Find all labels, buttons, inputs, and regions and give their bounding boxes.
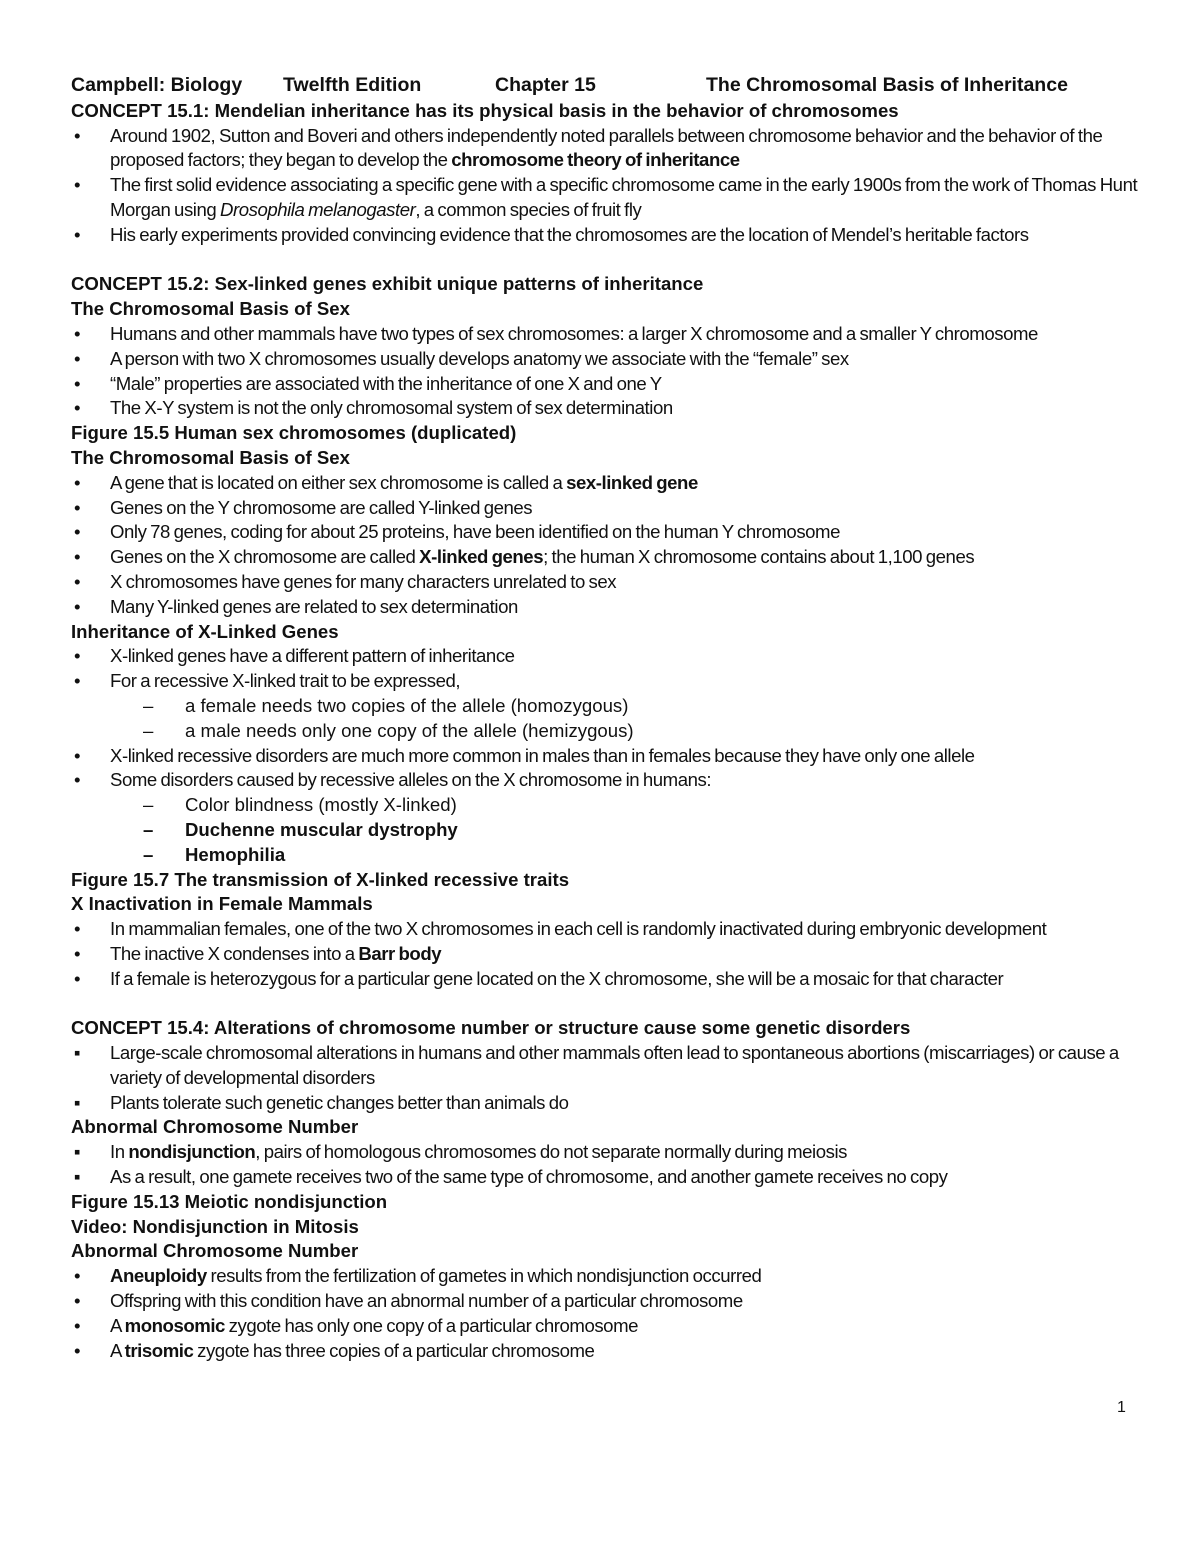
key-term: X-linked genes bbox=[419, 546, 544, 568]
spacer bbox=[71, 991, 1141, 1016]
bullet-marker: • bbox=[73, 347, 81, 369]
list-item bbox=[71, 1091, 1141, 1116]
list-item bbox=[71, 768, 1141, 793]
bullet-marker: • bbox=[73, 645, 81, 667]
bullet-marker: • bbox=[73, 595, 81, 617]
key-term: Barr body bbox=[358, 942, 442, 964]
bullet-marker: • bbox=[73, 1339, 81, 1361]
item-text: As a result, one gamete receives two of the same type of chromosome, and another gamete receives no copy bbox=[110, 1166, 948, 1188]
key-term: sex-linked gene bbox=[566, 471, 698, 493]
list-item bbox=[71, 1289, 1141, 1314]
concept-15-2-heading: CONCEPT 15.2: Sex-linked genes exhibit unique patterns of inheritance bbox=[71, 273, 704, 295]
key-term: Aneuploidy bbox=[110, 1265, 207, 1287]
bullet-marker: • bbox=[73, 372, 81, 394]
item-text: A bbox=[110, 1339, 125, 1361]
item-text: For a recessive X-linked trait to be expressed, bbox=[110, 670, 461, 692]
concept-15-1-heading: CONCEPT 15.1: Mendelian inheritance has its physical basis in the behavior of chromosomes bbox=[71, 99, 899, 121]
subheading: X Inactivation in Female Mammals bbox=[71, 893, 373, 915]
item-text: ; the human X chromosome contains about 1,100 genes bbox=[543, 546, 975, 568]
bullet-marker: • bbox=[73, 397, 81, 419]
subheading: Inheritance of X-Linked Genes bbox=[71, 620, 339, 642]
list-item bbox=[71, 1264, 1141, 1289]
page-number: 1 bbox=[1117, 1399, 1126, 1416]
dash-marker: – bbox=[143, 843, 154, 865]
item-text: X-linked genes have a different pattern of inheritance bbox=[110, 645, 515, 667]
square-bullet-marker: ▪ bbox=[73, 1166, 81, 1188]
list-item bbox=[71, 1314, 1141, 1339]
list-item bbox=[71, 347, 1141, 372]
list-item bbox=[71, 322, 1141, 347]
item-text: Hemophilia bbox=[185, 843, 286, 865]
item-text: A person with two X chromosomes usually develops anatomy we associate with the “female” sex bbox=[110, 347, 849, 369]
item-text: Offspring with this condition have an abnormal number of a particular chromosome bbox=[110, 1290, 743, 1312]
item-text: A gene that is located on either sex chromosome is called a bbox=[110, 471, 567, 493]
bullet-marker: • bbox=[73, 1265, 81, 1287]
item-text: Large-scale chromosomal alterations in humans and other mammals often lead to spontaneous abortions (miscarriages) or cause a variety of developmental disorders bbox=[110, 1042, 1119, 1088]
bullet-marker: • bbox=[73, 174, 81, 196]
sub-list-item bbox=[71, 818, 1141, 843]
item-text: The X-Y system is not the only chromosomal system of sex determination bbox=[110, 397, 673, 419]
figure-caption: Figure 15.13 Meiotic nondisjunction bbox=[71, 1190, 388, 1212]
item-text: zygote has three copies of a particular chromosome bbox=[193, 1339, 595, 1361]
dash-marker: – bbox=[143, 818, 154, 840]
list-item bbox=[71, 917, 1141, 942]
list-item bbox=[71, 496, 1141, 521]
list-item bbox=[71, 223, 1141, 248]
bullet-marker: • bbox=[73, 521, 81, 543]
item-text: results from the fertilization of gametes in which nondisjunction occurred bbox=[206, 1265, 762, 1287]
list-item bbox=[71, 1165, 1141, 1190]
list-item bbox=[71, 669, 1141, 694]
bullet-marker: • bbox=[73, 918, 81, 940]
item-text: Around 1902, Sutton and Boveri and others independently noted parallels between chromosome behavior and the behavior of the proposed factors; they began to develop the bbox=[110, 124, 1103, 171]
bullet-marker: • bbox=[73, 471, 81, 493]
sub-list-item bbox=[71, 719, 1141, 744]
key-term: monosomic bbox=[124, 1314, 225, 1336]
item-text: The first solid evidence associating a specific gene with a specific chromosome came in the early 1900s from the work of Thomas Hunt Morgan using bbox=[110, 174, 1138, 220]
bullet-marker: • bbox=[73, 322, 81, 344]
item-text: His early experiments provided convincing evidence that the chromosomes are the location of Mendel’s heritable factors bbox=[110, 223, 1029, 245]
item-text: a female needs two copies of the allele (homozygous) bbox=[185, 694, 629, 716]
bullet-marker: • bbox=[73, 496, 81, 518]
item-text: Plants tolerate such genetic changes better than animals do bbox=[110, 1091, 569, 1113]
spacer bbox=[71, 248, 1141, 273]
list-item bbox=[71, 595, 1141, 620]
item-text: Humans and other mammals have two types of sex chromosomes: a larger X chromosome and a smaller Y chromosome bbox=[110, 322, 1038, 344]
list-item bbox=[71, 570, 1141, 595]
header-title: The Chromosomal Basis of Inheritance bbox=[706, 74, 1068, 96]
bullet-marker: • bbox=[73, 546, 81, 568]
subheading: Abnormal Chromosome Number bbox=[71, 1240, 359, 1262]
item-text: In bbox=[110, 1141, 129, 1163]
item-text: Duchenne muscular dystrophy bbox=[185, 818, 458, 840]
bullet-marker: • bbox=[73, 744, 81, 766]
bullet-marker: • bbox=[73, 1290, 81, 1312]
header-edition: Twelfth Edition bbox=[283, 74, 422, 96]
dash-marker: – bbox=[143, 719, 154, 741]
square-bullet-marker: ▪ bbox=[73, 1042, 81, 1064]
bullet-marker: • bbox=[73, 223, 81, 245]
list-item bbox=[71, 644, 1141, 669]
item-text: X-linked recessive disorders are much more common in males than in females because they have only one allele bbox=[110, 744, 975, 766]
list-item bbox=[71, 1140, 1141, 1165]
item-text: a male needs only one copy of the allele (hemizygous) bbox=[185, 719, 634, 741]
list-item bbox=[71, 1041, 1141, 1091]
bullet-marker: • bbox=[73, 769, 81, 791]
list-item bbox=[71, 520, 1141, 545]
sub-list-item bbox=[71, 793, 1141, 818]
subheading: Abnormal Chromosome Number bbox=[71, 1116, 359, 1138]
item-text: A bbox=[110, 1314, 125, 1336]
bullet-marker: • bbox=[73, 570, 81, 592]
item-text: , a common species of fruit fly bbox=[415, 198, 642, 220]
item-text: Color blindness (mostly X-linked) bbox=[185, 794, 457, 816]
list-item bbox=[71, 124, 1141, 174]
item-text: , pairs of homologous chromosomes do not separate normally during meiosis bbox=[255, 1141, 847, 1163]
list-item bbox=[71, 942, 1141, 967]
bullet-marker: • bbox=[73, 1314, 81, 1336]
item-text: If a female is heterozygous for a particular gene located on the X chromosome, she will be a mosaic for that character bbox=[110, 967, 1004, 989]
document-header bbox=[71, 73, 1141, 98]
subheading: The Chromosomal Basis of Sex bbox=[71, 446, 350, 468]
figure-caption: Figure 15.7 The transmission of X-linked recessive traits bbox=[71, 868, 570, 890]
bullet-marker: • bbox=[73, 124, 81, 146]
bullet-marker: • bbox=[73, 942, 81, 964]
bullet-marker: • bbox=[73, 670, 81, 692]
sub-list-item bbox=[71, 843, 1141, 868]
document-page bbox=[71, 73, 1141, 1363]
species-name: Drosophila melanogaster bbox=[219, 198, 416, 220]
sub-list-item bbox=[71, 694, 1141, 719]
list-item bbox=[71, 471, 1141, 496]
bullet-marker: • bbox=[73, 967, 81, 989]
item-text: zygote has only one copy of a particular chromosome bbox=[224, 1314, 639, 1336]
list-item bbox=[71, 1339, 1141, 1364]
item-text: Genes on the Y chromosome are called Y-linked genes bbox=[110, 496, 533, 518]
item-text: The inactive X condenses into a bbox=[110, 942, 359, 964]
item-text: In mammalian females, one of the two X chromosomes in each cell is randomly inactivated during embryonic development bbox=[110, 918, 1047, 940]
item-text: Only 78 genes, coding for about 25 proteins, have been identified on the human Y chromosome bbox=[110, 521, 840, 543]
subheading: The Chromosomal Basis of Sex bbox=[71, 298, 350, 320]
concept-15-4-heading: CONCEPT 15.4: Alterations of chromosome number or structure cause some genetic disorders bbox=[71, 1017, 911, 1039]
item-text: Many Y-linked genes are related to sex determination bbox=[110, 595, 518, 617]
item-text: “Male” properties are associated with the inheritance of one X and one Y bbox=[110, 372, 662, 394]
key-term: chromosome theory of inheritance bbox=[451, 149, 740, 171]
item-text: X chromosomes have genes for many characters unrelated to sex bbox=[110, 570, 617, 592]
figure-caption: Figure 15.5 Human sex chromosomes (duplicated) bbox=[71, 422, 517, 444]
list-item bbox=[71, 372, 1141, 397]
list-item bbox=[71, 396, 1141, 421]
header-chapter: Chapter 15 bbox=[495, 74, 596, 96]
list-item bbox=[71, 173, 1141, 223]
square-bullet-marker: ▪ bbox=[73, 1091, 81, 1113]
dash-marker: – bbox=[143, 694, 154, 716]
item-text: Some disorders caused by recessive alleles on the X chromosome in humans: bbox=[110, 769, 712, 791]
square-bullet-marker: ▪ bbox=[73, 1141, 81, 1163]
video-caption: Video: Nondisjunction in Mitosis bbox=[71, 1215, 359, 1237]
dash-marker: – bbox=[143, 794, 154, 816]
item-text: Genes on the X chromosome are called bbox=[110, 546, 420, 568]
list-item bbox=[71, 545, 1141, 570]
key-term: trisomic bbox=[124, 1339, 194, 1361]
key-term: nondisjunction bbox=[128, 1141, 256, 1163]
header-book: Campbell: Biology bbox=[71, 74, 243, 96]
list-item bbox=[71, 744, 1141, 769]
list-item bbox=[71, 967, 1141, 992]
